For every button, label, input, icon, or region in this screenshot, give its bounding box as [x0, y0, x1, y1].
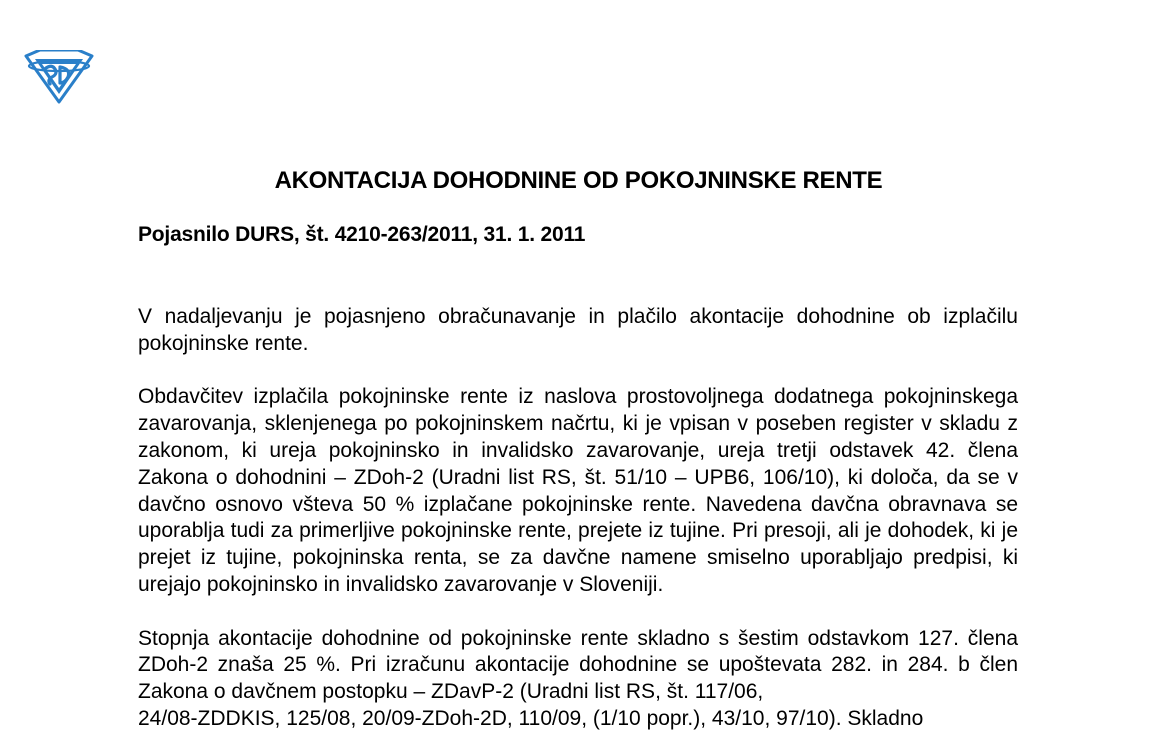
document-body [138, 304, 1018, 733]
document-title: AKONTACIJA DOHODNINE OD POKOJNINSKE RENTE [274, 167, 883, 194]
paragraph-cut-line: 24/08-ZDDKIS, 125/08, 20/09-ZDoh-2D, 110/09, (1/10 popr.), 43/10, 97/10). Skladno [138, 706, 924, 730]
paragraph-taxation: Obdavčitev izplačila pokojninske rente iz naslova prostovoljnega dodatnega pokojninskega zavarovanja, sklenjenega po pokojninskem načrtu, ki je vpisan v poseben register v skladu z zakonom, ki ureja pokojninsko in invalidsko zavarovanje, ureja tretji odstavek 42. člena Zakona o dohodnini – ZDoh-2 (Uradni list RS, št. 51/10 – UPB6, 106/10), ki določa, da se v davčno osnovo všteva 50 % izplačane pokojninske rente. Navedena davčna obravnava se uporablja tudi za primerljive pokojninske rente, prejete iz tujine. Pri presoji, ali je dohodek, ki je prejet iz tujine, pokojninska renta, se za davčne namene smiselno uporabljajo predpisi, ki urejajo pokojninsko in invalidsko zavarovanje v Sloveniji. [138, 385, 1018, 596]
sd-shield-logo-icon [22, 50, 96, 104]
paragraph-intro: V nadaljevanju je pojasnjeno obračunavanje in plačilo akontacije dohodnine ob izplačilu pokojninske rente. [138, 305, 1018, 355]
paragraph-rate: Stopnja akontacije dohodnine od pokojninske rente skladno s šestim odstavkom 127. člena ZDoh-2 znaša 25 %. Pri izračunu akontacije dohodnine se upoštevata 282. in 284. b člen Zakona o davčnem postopku – ZDavP-2 (Uradni list RS, št. 117/06, [138, 626, 1018, 704]
document-subtitle: Pojasnilo DURS, št. 4210-263/2011, 31. 1. 2011 [138, 223, 586, 246]
